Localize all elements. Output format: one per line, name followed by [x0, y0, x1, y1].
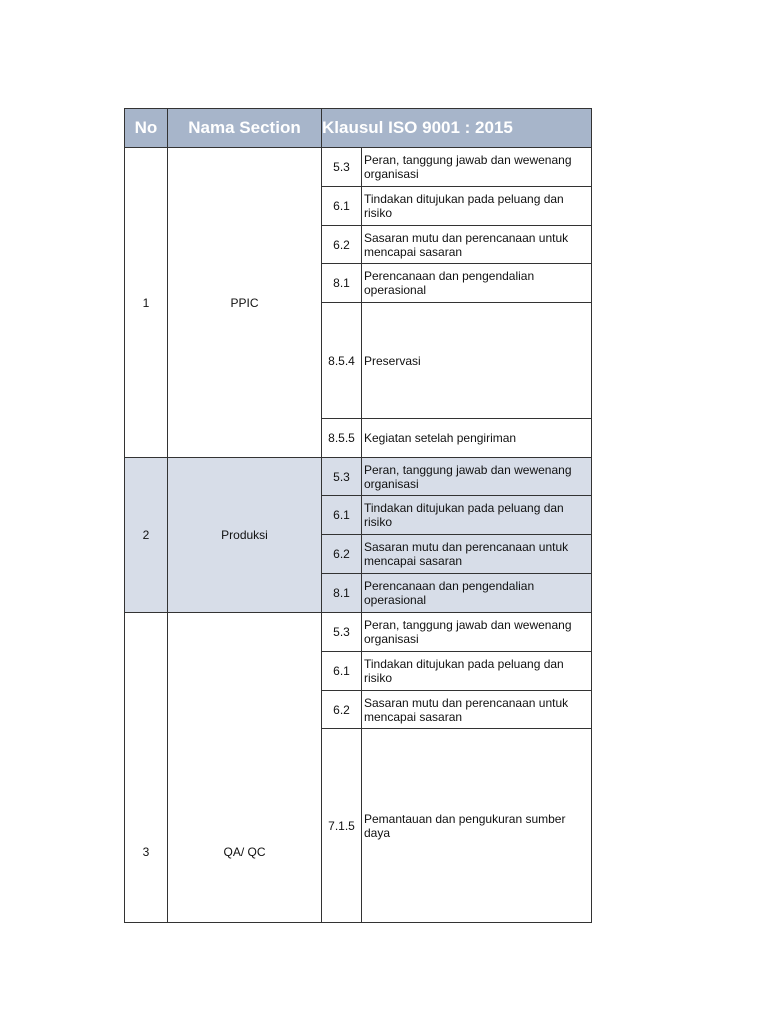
clause-text: Sasaran mutu dan perencanaan untuk mencapai sasaran — [362, 226, 592, 264]
iso-clause-table — [124, 108, 592, 923]
clause-text: Tindakan ditujukan pada peluang dan risiko — [362, 496, 592, 535]
section-name: PPIC — [168, 148, 322, 458]
table-row — [125, 458, 592, 496]
clause-code: 5.3 — [322, 458, 362, 496]
clause-text: Tindakan ditujukan pada peluang dan risiko — [362, 652, 592, 691]
clause-text: Perencanaan dan pengendalian operasional — [362, 574, 592, 613]
clause-code: 5.3 — [322, 148, 362, 187]
section-name: Produksi — [168, 458, 322, 613]
header-no: No — [125, 109, 168, 148]
clause-text: Pemantauan dan pengukuran sumber daya — [362, 729, 592, 923]
clause-text: Peran, tanggung jawab dan wewenang organisasi — [362, 458, 592, 496]
clause-code: 8.1 — [322, 264, 362, 303]
clause-code: 6.2 — [322, 535, 362, 574]
clause-code: 7.1.5 — [322, 729, 362, 923]
clause-code: 8.5.4 — [322, 303, 362, 419]
clause-code: 6.1 — [322, 496, 362, 535]
clause-code: 5.3 — [322, 613, 362, 652]
clause-text: Sasaran mutu dan perencanaan untuk mencapai sasaran — [362, 691, 592, 729]
clause-text: Kegiatan setelah pengiriman — [362, 419, 592, 458]
clause-text: Preservasi — [362, 303, 592, 419]
section-no: 3 — [125, 613, 168, 923]
clause-text: Sasaran mutu dan perencanaan untuk mencapai sasaran — [362, 535, 592, 574]
clause-code: 8.1 — [322, 574, 362, 613]
header-row — [125, 109, 592, 148]
header-section: Nama Section — [168, 109, 322, 148]
header-klausul-label: Klausul ISO 9001 : 2015 — [322, 118, 513, 137]
clause-code: 6.2 — [322, 226, 362, 264]
table-row — [125, 613, 592, 652]
clause-code: 6.2 — [322, 691, 362, 729]
section-name: QA/ QC — [168, 613, 322, 923]
clause-text: Peran, tanggung jawab dan wewenang organisasi — [362, 613, 592, 652]
clause-code: 8.5.5 — [322, 419, 362, 458]
clause-text: Perencanaan dan pengendalian operasional — [362, 264, 592, 303]
clause-code: 6.1 — [322, 187, 362, 226]
clause-text: Peran, tanggung jawab dan wewenang organisasi — [362, 148, 592, 187]
clause-text: Tindakan ditujukan pada peluang dan risiko — [362, 187, 592, 226]
header-klausul — [322, 109, 592, 148]
section-no: 1 — [125, 148, 168, 458]
table-row — [125, 148, 592, 187]
section-no: 2 — [125, 458, 168, 613]
clause-code: 6.1 — [322, 652, 362, 691]
